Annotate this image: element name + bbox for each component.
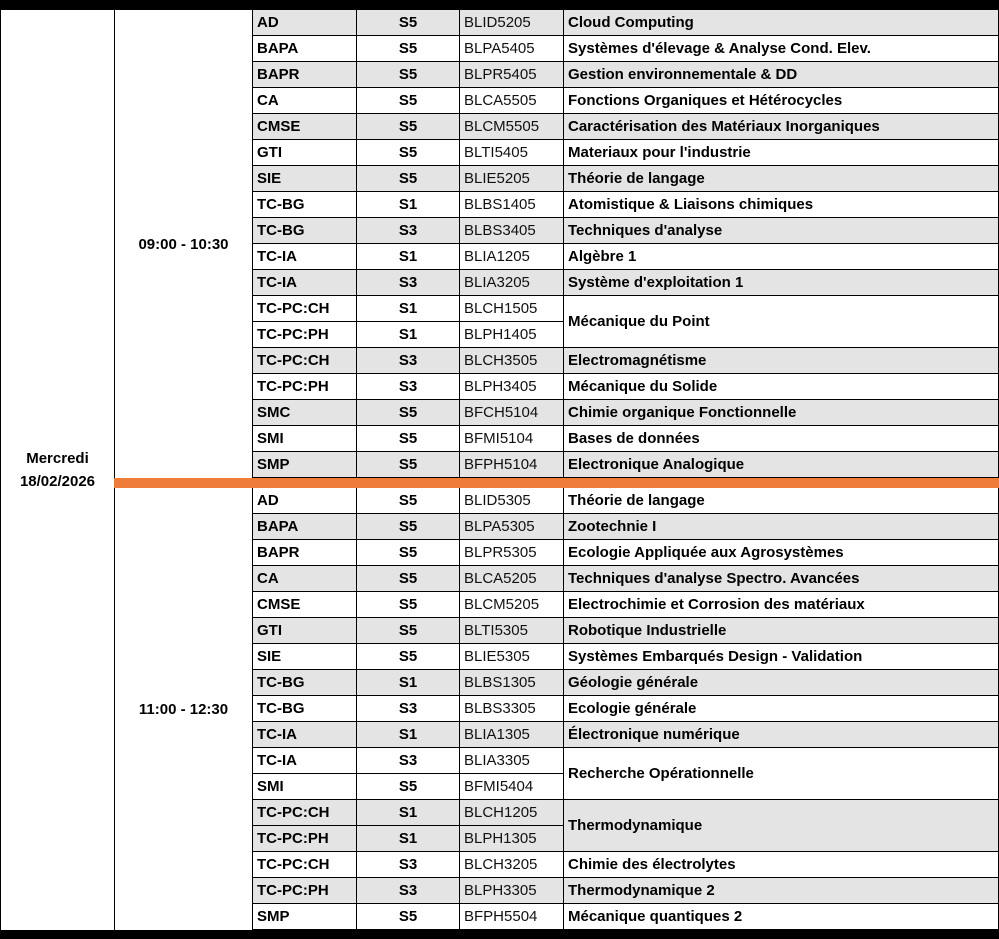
module-name-cell: Fonctions Organiques et Hétérocycles — [563, 88, 999, 114]
day-name: Mercredi — [26, 450, 89, 467]
filiere-cell: TC-IA — [252, 270, 356, 296]
module-code-cell: BLPA5405 — [459, 36, 563, 62]
semester-cell: S5 — [356, 904, 459, 930]
module-code-cell: BLPH1305 — [459, 826, 563, 852]
filiere-cell: SMI — [252, 774, 356, 800]
module-code-cell: BLBS3305 — [459, 696, 563, 722]
filiere-cell: SIE — [252, 644, 356, 670]
module-name-cell: Techniques d'analyse — [563, 218, 999, 244]
filiere-cell: TC-PC:CH — [252, 296, 356, 322]
semester-cell: S3 — [356, 348, 459, 374]
semester-cell: S5 — [356, 140, 459, 166]
semester-cell: S5 — [356, 514, 459, 540]
module-code-cell: BLCH1505 — [459, 296, 563, 322]
module-code-cell: BLPR5305 — [459, 540, 563, 566]
semester-cell: S5 — [356, 452, 459, 478]
module-code-cell: BLIA1305 — [459, 722, 563, 748]
filiere-cell: SIE — [252, 166, 356, 192]
semester-cell: S3 — [356, 374, 459, 400]
semester-cell: S1 — [356, 322, 459, 348]
module-name-cell: Chimie des électrolytes — [563, 852, 999, 878]
module-code-cell: BLCA5505 — [459, 88, 563, 114]
module-code-cell: BLBS1305 — [459, 670, 563, 696]
time-slot: 09:00 - 10:30 — [114, 10, 252, 478]
filiere-cell: TC-BG — [252, 696, 356, 722]
semester-cell: S1 — [356, 670, 459, 696]
semester-cell: S5 — [356, 566, 459, 592]
filiere-cell: BAPA — [252, 36, 356, 62]
module-name-cell: Zootechnie I — [563, 514, 999, 540]
day-cell — [0, 10, 114, 930]
semester-cell: S5 — [356, 36, 459, 62]
semester-cell: S3 — [356, 748, 459, 774]
day-date: 18/02/2026 — [19, 473, 96, 490]
semester-cell: S5 — [356, 540, 459, 566]
module-name-cell: Mécanique quantiques 2 — [563, 904, 999, 930]
module-code-cell: BLBS1405 — [459, 192, 563, 218]
filiere-cell: AD — [252, 488, 356, 514]
module-name-cell: Recherche Opérationnelle — [563, 748, 999, 800]
semester-cell: S5 — [356, 88, 459, 114]
module-name-cell: Caractérisation des Matériaux Inorganiques — [563, 114, 999, 140]
semester-cell: S5 — [356, 400, 459, 426]
module-code-cell: BLPH3405 — [459, 374, 563, 400]
semester-cell: S5 — [356, 774, 459, 800]
filiere-cell: CA — [252, 566, 356, 592]
top-border — [0, 0, 999, 10]
filiere-cell: TC-BG — [252, 218, 356, 244]
module-name-cell: Système d'exploitation 1 — [563, 270, 999, 296]
day-label — [20, 447, 95, 493]
semester-cell: S3 — [356, 218, 459, 244]
filiere-cell: AD — [252, 10, 356, 36]
module-name-cell: Gestion environnementale & DD — [563, 62, 999, 88]
semester-cell: S5 — [356, 114, 459, 140]
time-slot: 11:00 - 12:30 — [114, 488, 252, 930]
filiere-cell: TC-IA — [252, 244, 356, 270]
filiere-cell: TC-PC:PH — [252, 826, 356, 852]
semester-cell: S3 — [356, 878, 459, 904]
module-name-cell: Electromagnétisme — [563, 348, 999, 374]
session-grid — [252, 488, 999, 930]
module-code-cell: BFPH5104 — [459, 452, 563, 478]
semester-cell: S3 — [356, 270, 459, 296]
module-code-cell: BLCH1205 — [459, 800, 563, 826]
filiere-cell: TC-PC:PH — [252, 878, 356, 904]
filiere-cell: GTI — [252, 140, 356, 166]
module-code-cell: BFMI5404 — [459, 774, 563, 800]
module-name-cell: Systèmes Embarqués Design - Validation — [563, 644, 999, 670]
module-code-cell: BLPA5305 — [459, 514, 563, 540]
module-code-cell: BLIE5205 — [459, 166, 563, 192]
module-code-cell: BLIE5305 — [459, 644, 563, 670]
filiere-cell: GTI — [252, 618, 356, 644]
filiere-cell: SMP — [252, 904, 356, 930]
module-code-cell: BLBS3405 — [459, 218, 563, 244]
session-grid — [252, 10, 999, 478]
module-name-cell: Électronique numérique — [563, 722, 999, 748]
module-code-cell: BLCM5505 — [459, 114, 563, 140]
module-name-cell: Techniques d'analyse Spectro. Avancées — [563, 566, 999, 592]
module-code-cell: BLIA3205 — [459, 270, 563, 296]
semester-cell: S5 — [356, 644, 459, 670]
module-code-cell: BFPH5504 — [459, 904, 563, 930]
module-code-cell: BLIA1205 — [459, 244, 563, 270]
module-name-cell: Ecologie Appliquée aux Agrosystèmes — [563, 540, 999, 566]
filiere-cell: TC-PC:CH — [252, 852, 356, 878]
filiere-cell: BAPR — [252, 62, 356, 88]
module-code-cell: BLCH3505 — [459, 348, 563, 374]
filiere-cell: TC-PC:CH — [252, 800, 356, 826]
module-name-cell: Thermodynamique 2 — [563, 878, 999, 904]
module-code-cell: BLTI5305 — [459, 618, 563, 644]
module-name-cell: Materiaux pour l'industrie — [563, 140, 999, 166]
module-code-cell: BFCH5104 — [459, 400, 563, 426]
filiere-cell: CMSE — [252, 114, 356, 140]
module-name-cell: Cloud Computing — [563, 10, 999, 36]
filiere-cell: TC-PC:PH — [252, 322, 356, 348]
semester-cell: S1 — [356, 722, 459, 748]
semester-cell: S5 — [356, 166, 459, 192]
module-code-cell: BLCM5205 — [459, 592, 563, 618]
semester-cell: S1 — [356, 826, 459, 852]
module-code-cell: BFMI5104 — [459, 426, 563, 452]
module-name-cell: Géologie générale — [563, 670, 999, 696]
module-name-cell: Théorie de langage — [563, 166, 999, 192]
module-name-cell: Robotique Industrielle — [563, 618, 999, 644]
filiere-cell: TC-BG — [252, 192, 356, 218]
filiere-cell: SMC — [252, 400, 356, 426]
module-name-cell: Mécanique du Solide — [563, 374, 999, 400]
module-code-cell: BLTI5405 — [459, 140, 563, 166]
filiere-cell: TC-IA — [252, 748, 356, 774]
filiere-cell: BAPA — [252, 514, 356, 540]
semester-cell: S5 — [356, 592, 459, 618]
semester-cell: S3 — [356, 852, 459, 878]
module-name-cell: Mécanique du Point — [563, 296, 999, 348]
semester-cell: S3 — [356, 696, 459, 722]
filiere-cell: CMSE — [252, 592, 356, 618]
module-code-cell: BLPH1405 — [459, 322, 563, 348]
module-name-cell: Electronique Analogique — [563, 452, 999, 478]
module-code-cell: BLPH3305 — [459, 878, 563, 904]
filiere-cell: BAPR — [252, 540, 356, 566]
module-code-cell: BLPR5405 — [459, 62, 563, 88]
module-code-cell: BLCH3205 — [459, 852, 563, 878]
module-name-cell: Ecologie générale — [563, 696, 999, 722]
semester-cell: S1 — [356, 192, 459, 218]
filiere-cell: SMP — [252, 452, 356, 478]
semester-cell: S5 — [356, 488, 459, 514]
session-block-late-morning — [114, 488, 999, 930]
filiere-cell: SMI — [252, 426, 356, 452]
filiere-cell: TC-BG — [252, 670, 356, 696]
module-code-cell: BLIA3305 — [459, 748, 563, 774]
semester-cell: S5 — [356, 10, 459, 36]
semester-cell: S5 — [356, 426, 459, 452]
filiere-cell: TC-PC:CH — [252, 348, 356, 374]
semester-cell: S1 — [356, 800, 459, 826]
semester-cell: S5 — [356, 62, 459, 88]
module-name-cell: Thermodynamique — [563, 800, 999, 852]
module-code-cell: BLID5305 — [459, 488, 563, 514]
module-name-cell: Systèmes d'élevage & Analyse Cond. Elev. — [563, 36, 999, 62]
filiere-cell: TC-IA — [252, 722, 356, 748]
semester-cell: S1 — [356, 296, 459, 322]
bottom-border — [0, 930, 999, 939]
session-block-morning — [114, 10, 999, 478]
module-name-cell: Atomistique & Liaisons chimiques — [563, 192, 999, 218]
module-code-cell: BLCA5205 — [459, 566, 563, 592]
module-name-cell: Bases de données — [563, 426, 999, 452]
module-code-cell: BLID5205 — [459, 10, 563, 36]
session-separator — [114, 478, 999, 488]
module-name-cell: Théorie de langage — [563, 488, 999, 514]
semester-cell: S5 — [356, 618, 459, 644]
filiere-cell: TC-PC:PH — [252, 374, 356, 400]
module-name-cell: Chimie organique Fonctionnelle — [563, 400, 999, 426]
semester-cell: S1 — [356, 244, 459, 270]
filiere-cell: CA — [252, 88, 356, 114]
module-name-cell: Algèbre 1 — [563, 244, 999, 270]
module-name-cell: Electrochimie et Corrosion des matériaux — [563, 592, 999, 618]
